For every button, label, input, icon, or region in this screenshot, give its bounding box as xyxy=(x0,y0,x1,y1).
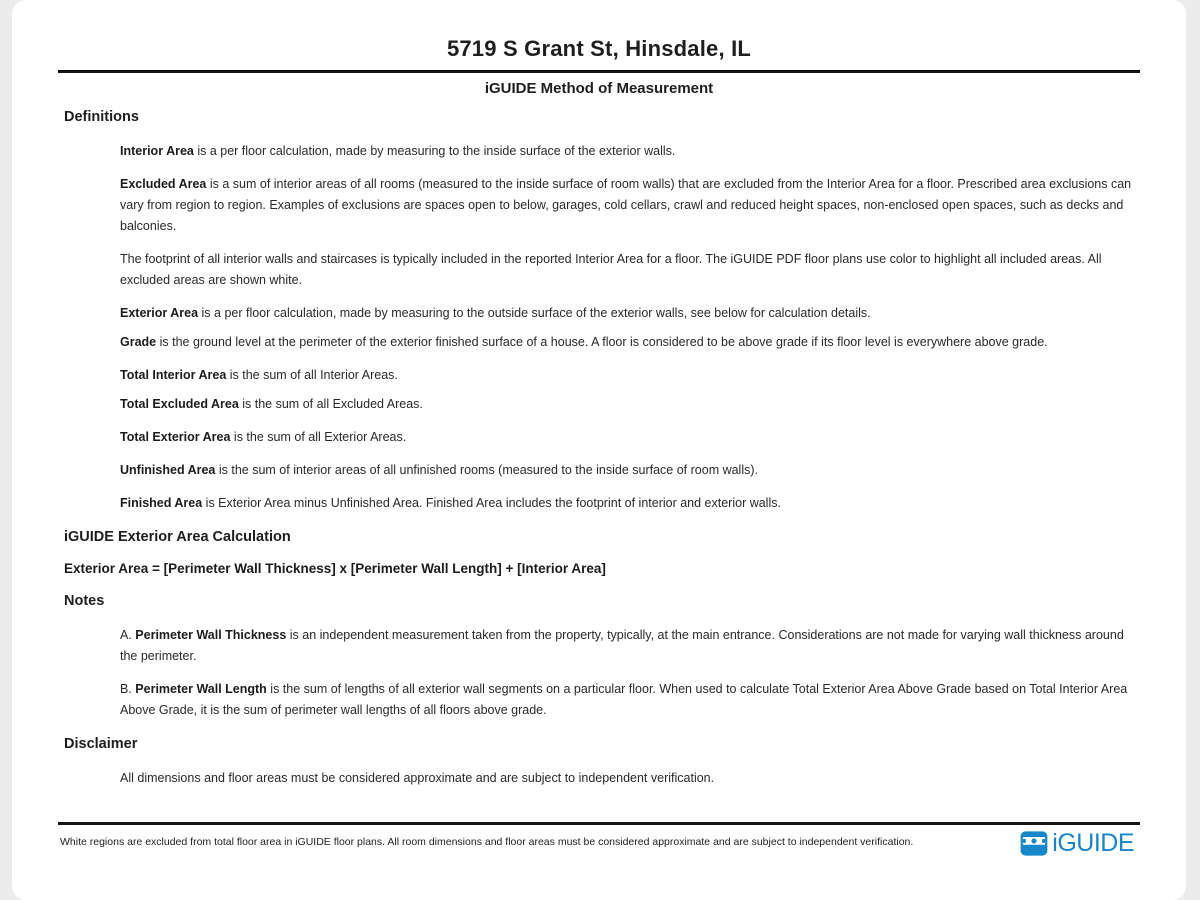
disclaimer-heading: Disclaimer xyxy=(64,736,138,752)
iguide-logo-text: iGUIDE xyxy=(1052,829,1134,857)
definition-text: is a sum of interior areas of all rooms (measured to the inside surface of room walls) that are excluded from the Interior Area for a floor. Prescribed area exclusions can vary from region to region. Examples of exclusions are spaces open to below, garages, cold cellars, crawl and reduced height spaces, non-enclosed open spaces, such as decks and balconies. xyxy=(120,177,1132,233)
note-term: Perimeter Wall Length xyxy=(135,682,267,696)
definition-paragraph xyxy=(120,332,1140,353)
definition-text: is the sum of all Exterior Areas. xyxy=(230,430,407,444)
definition-paragraph xyxy=(120,493,1140,514)
definition-term: Grade xyxy=(120,335,157,349)
definition-term: Excluded Area xyxy=(120,177,207,191)
definition-paragraph xyxy=(120,394,1140,415)
definition-paragraph xyxy=(120,249,1140,291)
note-prefix: A. xyxy=(120,628,136,642)
definition-term: Total Interior Area xyxy=(120,368,227,382)
definition-paragraph xyxy=(120,365,1140,386)
definition-paragraph xyxy=(120,460,1140,481)
definition-term: Exterior Area xyxy=(120,306,199,320)
note-text: is the sum of lengths of all exterior wall segments on a particular floor. When used to calculate Total Exterior Area Above Grade based on Total Interior Area Above Grade, it is the sum of perimeter wall lengths of all floors above grade. xyxy=(120,682,1128,717)
note-prefix: B. xyxy=(120,682,136,696)
footer-note: White regions are excluded from total floor area in iGUIDE floor plans. All room dimensions and floor areas must be considered approximate and are subject to independent verification. xyxy=(60,836,914,848)
calculation-heading: iGUIDE Exterior Area Calculation xyxy=(64,529,291,545)
note-item xyxy=(120,625,1140,667)
definition-term: Unfinished Area xyxy=(120,463,216,477)
note-term: Perimeter Wall Thickness xyxy=(135,628,287,642)
definition-text: is a per floor calculation, made by measuring to the outside surface of the exterior walls, see below for calculation details. xyxy=(198,306,871,320)
definition-term: Total Exterior Area xyxy=(120,430,231,444)
definitions-heading: Definitions xyxy=(64,109,139,125)
definition-term: Interior Area xyxy=(120,144,194,158)
definition-paragraph xyxy=(120,174,1140,237)
definition-text: is the ground level at the perimeter of the exterior finished surface of a house. A floor is considered to be above grade if its floor level is everywhere above grade. xyxy=(156,335,1048,349)
definition-paragraph xyxy=(120,141,1140,162)
document-page xyxy=(12,0,1186,900)
definition-term: Total Excluded Area xyxy=(120,397,239,411)
definition-paragraph xyxy=(120,303,1140,324)
document-body xyxy=(12,108,1186,789)
footer-divider xyxy=(58,822,1140,825)
iguide-logo-icon xyxy=(1020,831,1048,856)
notes-heading: Notes xyxy=(64,593,105,609)
note-text: is an independent measurement taken from the property, typically, at the main entrance. Considerations are not made for varying wall thickness around the perimeter. xyxy=(120,628,1124,663)
definition-term: Finished Area xyxy=(120,496,203,510)
iguide-logo xyxy=(1020,830,1134,856)
exterior-area-formula: Exterior Area = [Perimeter Wall Thickness] x [Perimeter Wall Length] + [Interior Area] xyxy=(64,561,606,576)
definition-text: is the sum of all Interior Areas. xyxy=(226,368,398,382)
definition-text: is a per floor calculation, made by measuring to the inside surface of the exterior walls. xyxy=(193,144,676,158)
page-footer xyxy=(60,830,1134,856)
note-item xyxy=(120,679,1140,721)
definition-text: is the sum of all Excluded Areas. xyxy=(238,397,423,411)
definition-text: is Exterior Area minus Unfinished Area. Finished Area includes the footprint of interior and exterior walls. xyxy=(202,496,781,510)
definition-paragraph xyxy=(120,427,1140,448)
page-title: 5719 S Grant St, Hinsdale, IL xyxy=(446,36,752,61)
title-divider xyxy=(58,70,1140,73)
definition-text: The footprint of all interior walls and staircases is typically included in the reported Interior Area for a floor. The iGUIDE PDF floor plans use color to highlight all included areas. All excluded areas are shown white. xyxy=(120,252,1102,287)
page-subtitle: iGUIDE Method of Measurement xyxy=(484,80,714,97)
disclaimer-text: All dimensions and floor areas must be considered approximate and are subject to independent verification. xyxy=(120,771,715,785)
definition-text: is the sum of interior areas of all unfinished rooms (measured to the inside surface of room walls). xyxy=(215,463,758,477)
